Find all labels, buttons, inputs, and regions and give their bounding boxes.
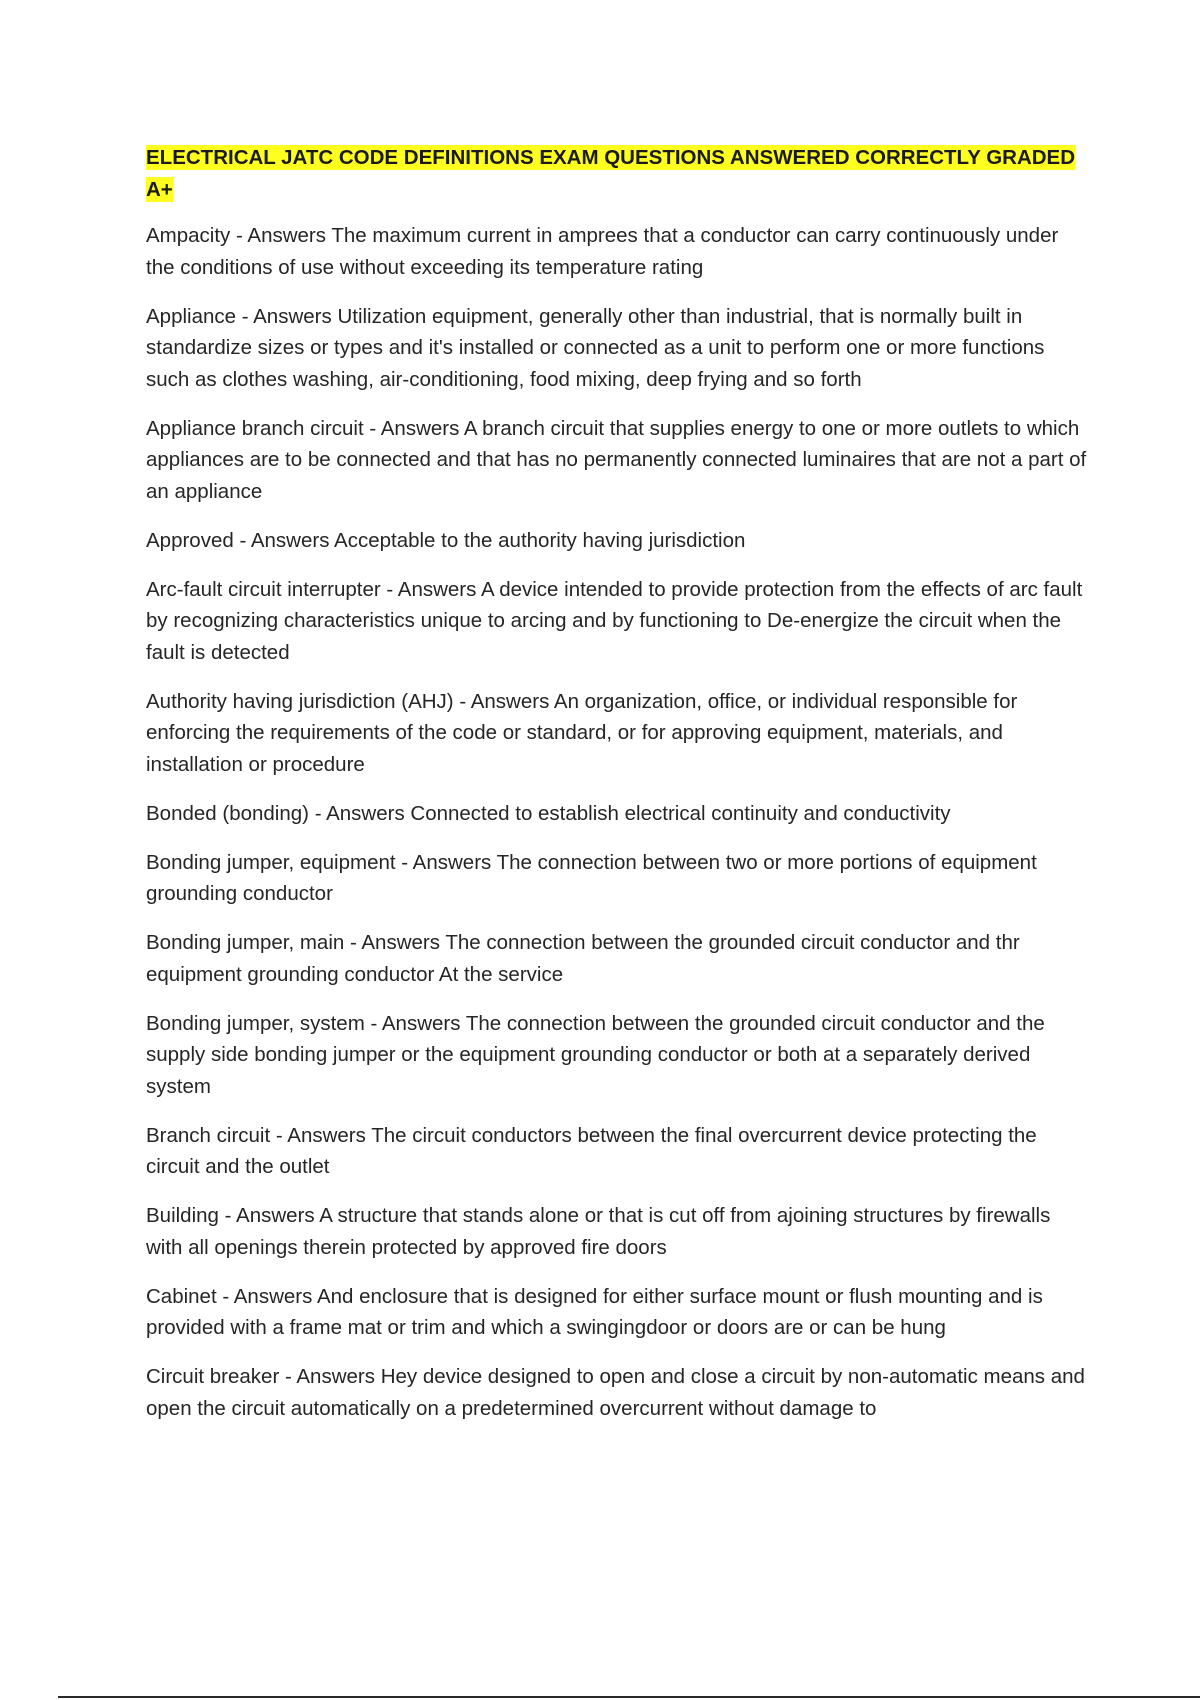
document-title-text: ELECTRICAL JATC CODE DEFINITIONS EXAM QUESTIONS ANSWERED CORRECTLY GRADED A+ bbox=[146, 146, 1076, 201]
definition-term: Arc-fault circuit interrupter bbox=[146, 577, 381, 601]
definition-text: An organization, office, or individual responsible for enforcing the requirements of the code or standard, or for approving equipment, materials, and installation or procedure bbox=[146, 689, 1018, 776]
definition-separator: - Answers bbox=[270, 1123, 372, 1147]
definition-entry bbox=[146, 686, 1092, 781]
definition-term: Branch circuit bbox=[146, 1123, 271, 1147]
definition-entry bbox=[146, 798, 1092, 830]
definition-entry bbox=[146, 927, 1092, 990]
definition-separator: - Answers bbox=[216, 1284, 317, 1308]
definition-term: Ampacity bbox=[146, 224, 231, 247]
definition-entry bbox=[146, 301, 1092, 396]
definition-separator: - Answers bbox=[279, 1365, 381, 1388]
definition-term: Cabinet bbox=[146, 1284, 217, 1308]
definition-separator: - Answers bbox=[236, 304, 338, 328]
definition-term: Authority having jurisdiction (AHJ) bbox=[146, 689, 454, 713]
definition-entry bbox=[146, 574, 1092, 669]
definition-text: A device intended to provide protection from the effects of arc fault by recognizing characteristics unique to arcing and by functioning to De-energize the circuit when the fault is detected bbox=[146, 577, 1083, 664]
definition-text: Hey device designed to open and close a circuit by non-automatic means and open the circuit automatically on a predetermined overcurrent without damage to bbox=[146, 1365, 1085, 1420]
definition-list bbox=[146, 220, 1092, 1424]
definition-entry bbox=[146, 413, 1092, 508]
definition-text: Connected to establish electrical continuity and conductivity bbox=[410, 801, 951, 825]
definition-entry bbox=[146, 525, 1092, 557]
definition-entry bbox=[146, 847, 1092, 910]
definition-text: The circuit conductors between the final overcurrent device protecting the circuit and the outlet bbox=[146, 1123, 1037, 1178]
definition-text: And enclosure that is designed for either surface mount or flush mounting and is provided with a frame mat or trim and which a swingingdoor or doors are or can be hung bbox=[146, 1284, 1043, 1339]
definition-separator: - Answers bbox=[309, 801, 411, 825]
definition-text: The maximum current in amprees that a conductor can carry continuously under the conditions of use without exceeding its temperature rating bbox=[146, 224, 1059, 279]
definition-separator: - Answers bbox=[344, 931, 446, 954]
definition-entry bbox=[146, 1361, 1092, 1424]
definition-separator: - Answers bbox=[453, 689, 554, 713]
definition-term: Circuit breaker bbox=[146, 1365, 280, 1388]
definition-term: Bonding jumper, equipment bbox=[146, 850, 396, 874]
definition-term: Building bbox=[146, 1204, 219, 1227]
definition-text: The connection between the grounded circuit conductor and thr equipment grounding conductor At the service bbox=[146, 931, 1020, 986]
definition-entry bbox=[146, 1200, 1092, 1263]
definition-term: Bonding jumper, main bbox=[146, 931, 345, 954]
definition-text: Utilization equipment, generally other than industrial, that is normally built in standardize sizes or types and it's installed or connected as a unit to perform one or more functions such as clothes washing, air-conditioning, food mixing, deep frying and so forth bbox=[146, 304, 1045, 391]
definition-text: The connection between two or more portions of equipment grounding conductor bbox=[146, 850, 1037, 905]
definition-entry bbox=[146, 1281, 1092, 1344]
definition-text: A branch circuit that supplies energy to one or more outlets to which appliances are to be connected and that has no permanently connected luminaires that are not a part of an appliance bbox=[146, 416, 1087, 503]
definition-text: Acceptable to the authority having jurisdiction bbox=[334, 528, 746, 552]
definition-term: Bonded (bonding) bbox=[146, 801, 309, 825]
definition-separator: - Answers bbox=[395, 850, 497, 874]
definition-term: Appliance branch circuit bbox=[146, 416, 364, 440]
document-title bbox=[146, 142, 1092, 206]
footer-divider bbox=[58, 1696, 1200, 1698]
definition-term: Approved bbox=[146, 528, 234, 552]
definition-text: The connection between the grounded circuit conductor and the supply side bonding jumper or the equipment grounding conductor or both at a separately derived system bbox=[146, 1011, 1045, 1098]
definition-term: Bonding jumper, system bbox=[146, 1011, 365, 1035]
definition-entry bbox=[146, 1008, 1092, 1103]
definition-text: A structure that stands alone or that is cut off from ajoining structures by firewalls with all openings therein protected by approved fire doors bbox=[146, 1204, 1051, 1259]
definition-term: Appliance bbox=[146, 304, 237, 328]
definition-separator: - Answers bbox=[363, 416, 464, 440]
definition-separator: - Answers bbox=[364, 1011, 466, 1035]
page-content bbox=[146, 142, 1092, 1442]
definition-separator: - Answers bbox=[380, 577, 481, 601]
definition-entry bbox=[146, 1120, 1092, 1183]
definition-entry bbox=[146, 220, 1092, 283]
definition-separator: - Answers bbox=[218, 1204, 320, 1227]
definition-separator: - Answers bbox=[230, 224, 332, 247]
definition-separator: - Answers bbox=[233, 528, 335, 552]
